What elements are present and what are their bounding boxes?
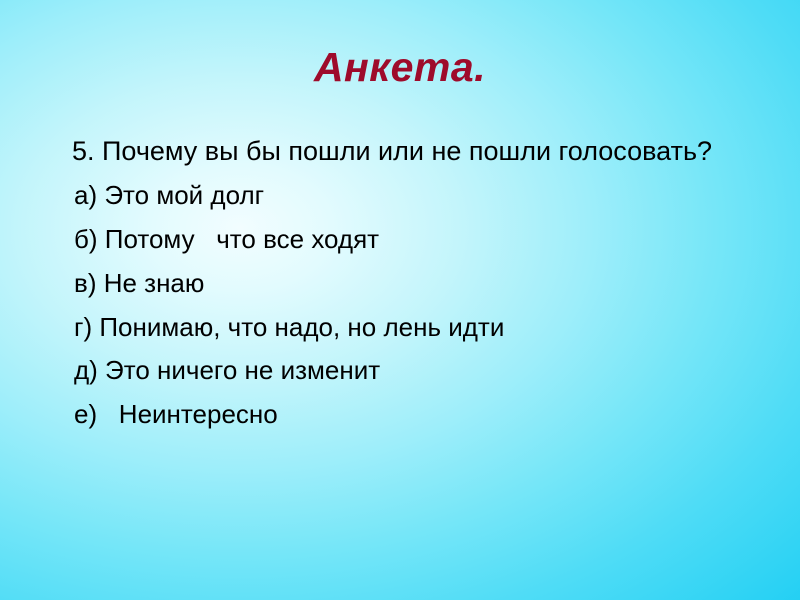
page-title: Анкета. (313, 44, 487, 90)
list-item: а) Это мой долг (74, 180, 265, 211)
list-item: б) Потому что все ходят (74, 223, 380, 254)
list-item: г) Понимаю, что надо, но лень идти (74, 311, 505, 342)
list-item: в) Не знаю (74, 267, 205, 298)
questionnaire-body (72, 133, 732, 432)
list-item: д) Это ничего не изменит (74, 355, 381, 386)
list-item: е) Неинтересно (74, 399, 278, 430)
question-text: 5. Почему вы бы пошли или не пошли голосовать? (72, 136, 713, 166)
